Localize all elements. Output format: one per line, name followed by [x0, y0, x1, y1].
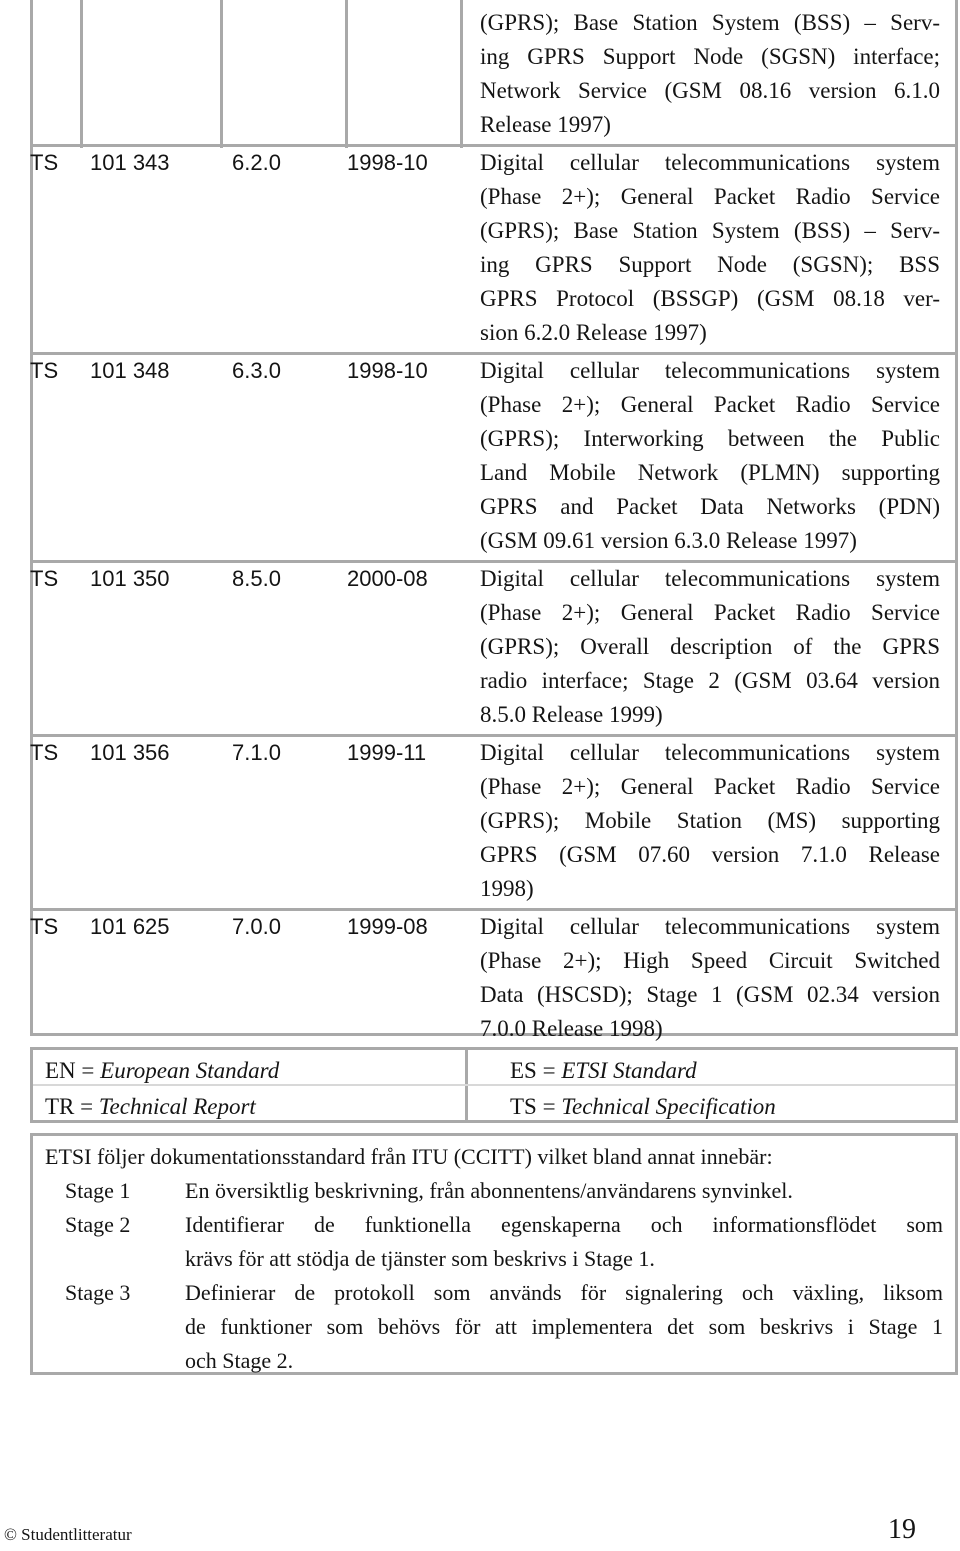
- stage-description-line: och Stage 2.: [185, 1348, 294, 1373]
- legend-en-text: European Standard: [100, 1058, 280, 1083]
- doc-title-line: Network Service (GSM 08.16 version 6.1.0: [480, 78, 940, 103]
- doc-title-line: Land Mobile Network (PLMN) supporting: [480, 460, 940, 485]
- stage-description-line: krävs för att stödja de tjänster som beskrivs i Stage 1.: [185, 1246, 655, 1271]
- doc-title-line: (Phase 2+); General Packet Radio Service: [480, 392, 940, 417]
- doc-title-line: ing GPRS Support Node (SGSN); BSS: [480, 252, 940, 277]
- table-divider-1: [80, 0, 83, 148]
- doc-title: [480, 354, 940, 558]
- doc-title: [480, 562, 940, 732]
- legend-es: [510, 1054, 697, 1088]
- doc-version: 7.1.0: [232, 740, 281, 765]
- doc-title: [480, 146, 940, 350]
- doc-date: 1998-10: [347, 358, 428, 383]
- table-divider-3: [345, 0, 348, 148]
- legend-en-abbr: EN: [45, 1058, 76, 1083]
- doc-number: 101 343: [90, 150, 170, 175]
- doc-date: 1999-08: [347, 914, 428, 939]
- table-divider-4: [460, 0, 463, 148]
- legend-tr: [45, 1090, 256, 1124]
- doc-title-line: (GPRS); Base Station System (BSS) – Serv-: [480, 218, 940, 243]
- legend-eq: =: [80, 1094, 94, 1119]
- doc-title-line: (Phase 2+); General Packet Radio Service: [480, 774, 940, 799]
- doc-number: 101 356: [90, 740, 170, 765]
- doc-title-line: (GPRS); Base Station System (BSS) – Serv-: [480, 10, 940, 35]
- publisher-name: Studentlitteratur: [21, 1525, 132, 1544]
- doc-title-line: (GSM 09.61 version 6.3.0 Release 1997): [480, 528, 857, 553]
- doc-title-line: 8.5.0 Release 1999): [480, 702, 663, 727]
- doc-type: TS: [30, 566, 59, 591]
- doc-type: TS: [30, 150, 59, 175]
- doc-title-line: (Phase 2+); General Packet Radio Service: [480, 600, 940, 625]
- doc-title-line: radio interface; Stage 2 (GSM 03.64 version: [480, 668, 940, 693]
- doc-title-line: Digital cellular telecommunications system: [480, 358, 940, 383]
- legend-eq: =: [542, 1058, 556, 1083]
- stage-description-line: Identifierar de funktionella egenskaperna och informationsflödet som: [185, 1212, 943, 1237]
- doc-title: [480, 736, 940, 906]
- page-footer: [4, 1525, 132, 1545]
- table-border-right: [955, 0, 958, 1036]
- legend-en: [45, 1054, 279, 1088]
- doc-title-line: Release 1997): [480, 112, 611, 137]
- legend-ts-text: Technical Specification: [561, 1094, 776, 1119]
- legend-tr-abbr: TR: [45, 1094, 75, 1119]
- stage-label: Stage 1: [65, 1178, 131, 1203]
- doc-date: 1999-11: [347, 740, 427, 765]
- doc-date: 1998-10: [347, 150, 428, 175]
- doc-title-line: Digital cellular telecommunications system: [480, 740, 940, 765]
- stage-label: Stage 3: [65, 1280, 131, 1305]
- doc-title-line: 7.0.0 Release 1998): [480, 1016, 663, 1041]
- doc-title: [480, 6, 940, 142]
- doc-title-line: (GPRS); Mobile Station (MS) supporting: [480, 808, 940, 833]
- itu-stage-notes: [30, 1133, 958, 1375]
- table-divider-2: [220, 0, 223, 148]
- doc-title-line: Data (HSCSD); Stage 1 (GSM 02.34 version: [480, 982, 940, 1007]
- copyright-icon: ©: [4, 1525, 17, 1544]
- doc-version: 6.2.0: [232, 150, 281, 175]
- doc-version: 6.3.0: [232, 358, 281, 383]
- legend-es-text: ETSI Standard: [561, 1058, 697, 1083]
- doc-title-line: GPRS (GSM 07.60 version 7.1.0 Release: [480, 842, 940, 867]
- doc-title-line: GPRS and Packet Data Networks (PDN): [480, 494, 940, 519]
- doc-title-line: (Phase 2+); General Packet Radio Service: [480, 184, 940, 209]
- doc-title-line: sion 6.2.0 Release 1997): [480, 320, 707, 345]
- doc-title-line: (GPRS); Overall description of the GPRS: [480, 634, 940, 659]
- doc-title-line: (Phase 2+); High Speed Circuit Switched: [480, 948, 940, 973]
- stage-label: Stage 2: [65, 1212, 131, 1237]
- doc-type: TS: [30, 914, 59, 939]
- doc-version: 7.0.0: [232, 914, 281, 939]
- doc-title-line: GPRS Protocol (BSSGP) (GSM 08.18 ver-: [480, 286, 940, 311]
- notes-intro: ETSI följer dokumentationsstandard från ITU (CCITT) vilket bland annat innebär:: [45, 1144, 773, 1169]
- stage-description-line: En översiktlig beskrivning, från abonnentens/användarens synvinkel.: [185, 1178, 793, 1203]
- legend-es-abbr: ES: [510, 1058, 537, 1083]
- stage-description-line: Definierar de protokoll som används för signalering och växling, liksom: [185, 1280, 943, 1305]
- page-number: 19: [888, 1514, 916, 1545]
- legend-ts: [510, 1090, 776, 1124]
- doc-title-line: Digital cellular telecommunications system: [480, 150, 940, 175]
- doc-number: 101 625: [90, 914, 170, 939]
- doc-number: 101 350: [90, 566, 170, 591]
- doc-type: TS: [30, 358, 59, 383]
- doc-version: 8.5.0: [232, 566, 281, 591]
- legend-eq: =: [542, 1094, 556, 1119]
- doc-title-line: (GPRS); Interworking between the Public: [480, 426, 940, 451]
- doc-title-line: Digital cellular telecommunications system: [480, 566, 940, 591]
- doc-title-line: Digital cellular telecommunications system: [480, 914, 940, 939]
- doc-title-line: 1998): [480, 876, 534, 901]
- legend-eq: =: [81, 1058, 95, 1083]
- doc-title-line: ing GPRS Support Node (SGSN) interface;: [480, 44, 940, 69]
- legend-tr-text: Technical Report: [98, 1094, 256, 1119]
- abbreviation-legend: [30, 1047, 958, 1123]
- doc-title: [480, 910, 940, 1046]
- doc-date: 2000-08: [347, 566, 428, 591]
- doc-number: 101 348: [90, 358, 170, 383]
- legend-ts-abbr: TS: [510, 1094, 537, 1119]
- stage-description-line: de funktioner som behövs för att implementera det som beskrivs i Stage 1: [185, 1314, 943, 1339]
- doc-type: TS: [30, 740, 59, 765]
